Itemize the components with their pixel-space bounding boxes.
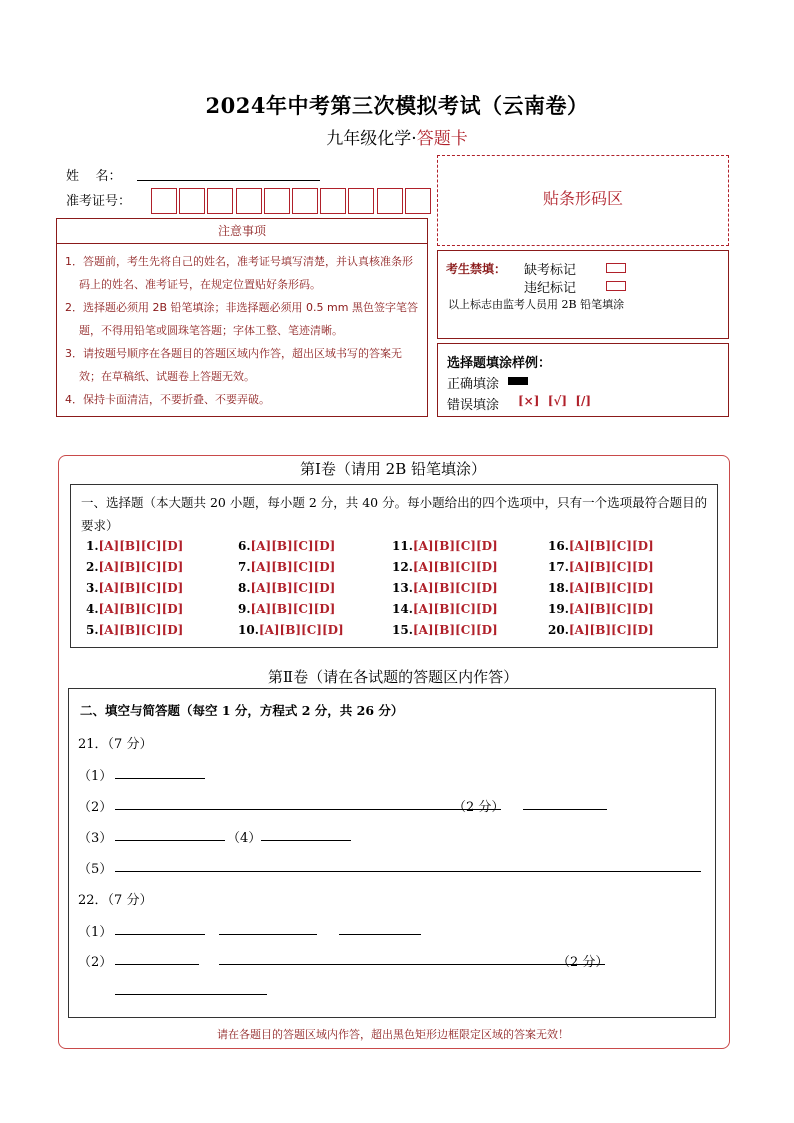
part1-instruction: 一、选择题（本大题共 20 小题，每小题 2 分，共 40 分。每小题给出的四个选项中，只有一个选项最符合题目的要求） <box>81 495 708 533</box>
q21-sub1: （1） <box>78 769 113 784</box>
answer-line[interactable] <box>339 933 421 935</box>
fill-sample-box <box>437 343 729 417</box>
correct-fill-mark <box>508 377 528 385</box>
mc-question-number: 17. <box>548 560 569 574</box>
mc-options[interactable]: [A][B][C][D] <box>568 581 654 595</box>
mc-question-number: 2. <box>86 560 99 574</box>
answer-line[interactable] <box>219 963 605 965</box>
mc-options[interactable]: [A][B][C][D] <box>250 539 336 553</box>
mc-question-row[interactable] <box>548 560 654 574</box>
mc-question-row[interactable] <box>548 623 654 637</box>
notice-item: 1．答题前，考生先将自己的姓名，准考证号填写清楚，并认真核准条形码上的姓名、准考证号，在规定位置贴好条形码。 <box>65 255 413 291</box>
mc-question-number: 10. <box>238 623 259 637</box>
violation-label: 违纪标记 <box>524 281 577 296</box>
mc-question-number: 5. <box>86 623 99 637</box>
mc-options[interactable]: [A][B][C][D] <box>98 539 184 553</box>
answer-line[interactable] <box>115 808 501 810</box>
footer-note: 请在各题目的答题区域内作答，超出黑色矩形边框限定区域的答案无效！ <box>217 1028 569 1041</box>
part1-heading: 第Ⅰ卷（请用 2B 铅笔填涂） <box>299 460 487 478</box>
subtitle-main: 九年级化学· <box>326 129 417 149</box>
mc-question-row[interactable] <box>86 623 183 637</box>
id-digit-box[interactable] <box>348 188 374 214</box>
points-note: （2 分） <box>557 955 609 970</box>
part2-box <box>68 688 716 1018</box>
mc-question-number: 13. <box>392 581 413 595</box>
id-digit-box[interactable] <box>292 188 318 214</box>
mc-options[interactable]: [A][B][C][D] <box>250 581 336 595</box>
mc-question-number: 15. <box>392 623 413 637</box>
answer-line[interactable] <box>115 993 267 995</box>
mc-question-row[interactable] <box>238 602 335 616</box>
forbid-note: 以上标志由监考人员用 2B 铅笔填涂 <box>448 298 625 311</box>
mc-question-number: 12. <box>392 560 413 574</box>
mc-options[interactable]: [A][B][C][D] <box>98 581 184 595</box>
mc-question-number: 20. <box>548 623 569 637</box>
absent-label: 缺考标记 <box>524 263 577 278</box>
mc-options[interactable]: [A][B][C][D] <box>568 560 654 574</box>
q22-sub2: （2） <box>78 955 113 970</box>
id-digit-box[interactable] <box>264 188 290 214</box>
mc-question-number: 1. <box>86 539 99 553</box>
mc-question-row[interactable] <box>86 560 183 574</box>
id-digit-box[interactable] <box>236 188 262 214</box>
mc-options[interactable]: [A][B][C][D] <box>568 539 654 553</box>
exam-mark-box <box>437 250 729 339</box>
answer-line[interactable] <box>115 870 701 872</box>
answer-line[interactable] <box>261 839 351 841</box>
notice-title: 注意事项 <box>57 219 427 244</box>
q21-sub3: （3） <box>78 831 113 846</box>
part2-heading: 第Ⅱ卷（请在各试题的答题区内作答） <box>267 668 519 686</box>
id-digit-box[interactable] <box>405 188 431 214</box>
points-note: （2 分） <box>453 800 505 815</box>
answer-line[interactable] <box>115 839 225 841</box>
mc-options[interactable]: [A][B][C][D] <box>258 623 344 637</box>
answer-line[interactable] <box>115 777 205 779</box>
mc-options[interactable]: [A][B][C][D] <box>568 602 654 616</box>
mc-options[interactable]: [A][B][C][D] <box>412 581 498 595</box>
q22-sub1: （1） <box>78 925 113 940</box>
notice-list <box>57 244 427 411</box>
mc-options[interactable]: [A][B][C][D] <box>98 602 184 616</box>
mc-question-row[interactable] <box>548 539 654 553</box>
q21-sub5: （5） <box>78 862 113 877</box>
sample-title: 选择题填涂样例： <box>447 356 552 371</box>
mc-question-number: 9. <box>238 602 251 616</box>
mc-question-row[interactable] <box>392 539 498 553</box>
mc-options[interactable]: [A][B][C][D] <box>412 539 498 553</box>
page-subtitle <box>0 124 794 149</box>
mc-question-number: 6. <box>238 539 251 553</box>
id-digit-box[interactable] <box>207 188 233 214</box>
id-digit-box[interactable] <box>320 188 346 214</box>
notice-box <box>56 218 428 417</box>
barcode-label: 贴条形码区 <box>542 189 623 208</box>
mc-question-row[interactable] <box>86 581 183 595</box>
part1-box <box>70 484 718 648</box>
mc-question-number: 8. <box>238 581 251 595</box>
notice-item: 2．选择题必须用 2B 铅笔填涂；非选择题必须用 0.5 mm 黑色签字笔答题，不得用铅笔或圆珠笔答题；字体工整、笔迹清晰。 <box>65 301 418 337</box>
mc-question-number: 14. <box>392 602 413 616</box>
mc-options[interactable]: [A][B][C][D] <box>98 560 184 574</box>
mc-options[interactable]: [A][B][C][D] <box>412 623 498 637</box>
mc-question-row[interactable] <box>548 581 654 595</box>
mc-options[interactable]: [A][B][C][D] <box>98 623 184 637</box>
subtitle-answer-card: 答题卡 <box>416 129 468 149</box>
answer-line[interactable] <box>523 808 607 810</box>
violation-checkbox[interactable] <box>606 281 626 291</box>
q22-title: 22．（7 分） <box>78 893 153 908</box>
mc-question-row[interactable] <box>392 602 498 616</box>
mc-options[interactable]: [A][B][C][D] <box>412 560 498 574</box>
absent-checkbox[interactable] <box>606 263 626 273</box>
page-title: 2024年中考第三次模拟考试（云南卷） <box>205 93 589 118</box>
notice-item: 4．保持卡面清洁，不要折叠、不要弄破。 <box>65 393 270 406</box>
mc-options[interactable]: [A][B][C][D] <box>250 602 336 616</box>
mc-question-number: 19. <box>548 602 569 616</box>
wrong-fill-marks: [×] [√] [/] <box>518 394 592 408</box>
mc-question-number: 18. <box>548 581 569 595</box>
id-number-boxes[interactable] <box>151 188 433 214</box>
answer-line[interactable] <box>219 933 317 935</box>
mc-options[interactable]: [A][B][C][D] <box>250 560 336 574</box>
answer-line[interactable] <box>115 933 205 935</box>
mc-question-row[interactable] <box>86 602 183 616</box>
forbid-label: 考生禁填： <box>446 262 507 276</box>
q21-sub4: （4） <box>227 831 262 846</box>
mc-question-row[interactable] <box>86 539 183 553</box>
mc-question-row[interactable] <box>238 623 344 637</box>
id-digit-box[interactable] <box>377 188 403 214</box>
wrong-fill-label: 错误填涂 <box>447 398 500 413</box>
mc-question-row[interactable] <box>392 581 498 595</box>
barcode-area <box>437 155 729 246</box>
mc-question-row[interactable] <box>238 539 335 553</box>
mc-question-row[interactable] <box>392 560 498 574</box>
q21-sub2: （2） <box>78 800 113 815</box>
id-digit-box[interactable] <box>151 188 177 214</box>
notice-item: 3．请按题号顺序在各题目的答题区域内作答，超出区域书写的答案无效；在草稿纸、试题卷上答题无效。 <box>65 347 402 383</box>
mc-question-number: 16. <box>548 539 569 553</box>
mc-question-row[interactable] <box>238 581 335 595</box>
correct-fill-label: 正确填涂 <box>447 377 500 392</box>
mc-options[interactable]: [A][B][C][D] <box>568 623 654 637</box>
part2-instruction: 二、填空与简答题（每空 1 分，方程式 2 分，共 26 分） <box>80 703 404 718</box>
mc-options[interactable]: [A][B][C][D] <box>412 602 498 616</box>
q21-title: 21．（7 分） <box>78 737 153 752</box>
mc-grid <box>86 539 706 644</box>
mc-question-row[interactable] <box>392 623 498 637</box>
mc-question-number: 3. <box>86 581 99 595</box>
answer-line[interactable] <box>115 963 199 965</box>
name-field[interactable] <box>137 166 320 181</box>
mc-question-row[interactable] <box>238 560 335 574</box>
name-label: 姓 名： <box>66 169 122 184</box>
id-label: 准考证号： <box>66 194 132 209</box>
mc-question-number: 11. <box>392 539 413 553</box>
mc-question-number: 4. <box>86 602 99 616</box>
id-digit-box[interactable] <box>179 188 205 214</box>
mc-question-row[interactable] <box>548 602 654 616</box>
mc-question-number: 7. <box>238 560 251 574</box>
